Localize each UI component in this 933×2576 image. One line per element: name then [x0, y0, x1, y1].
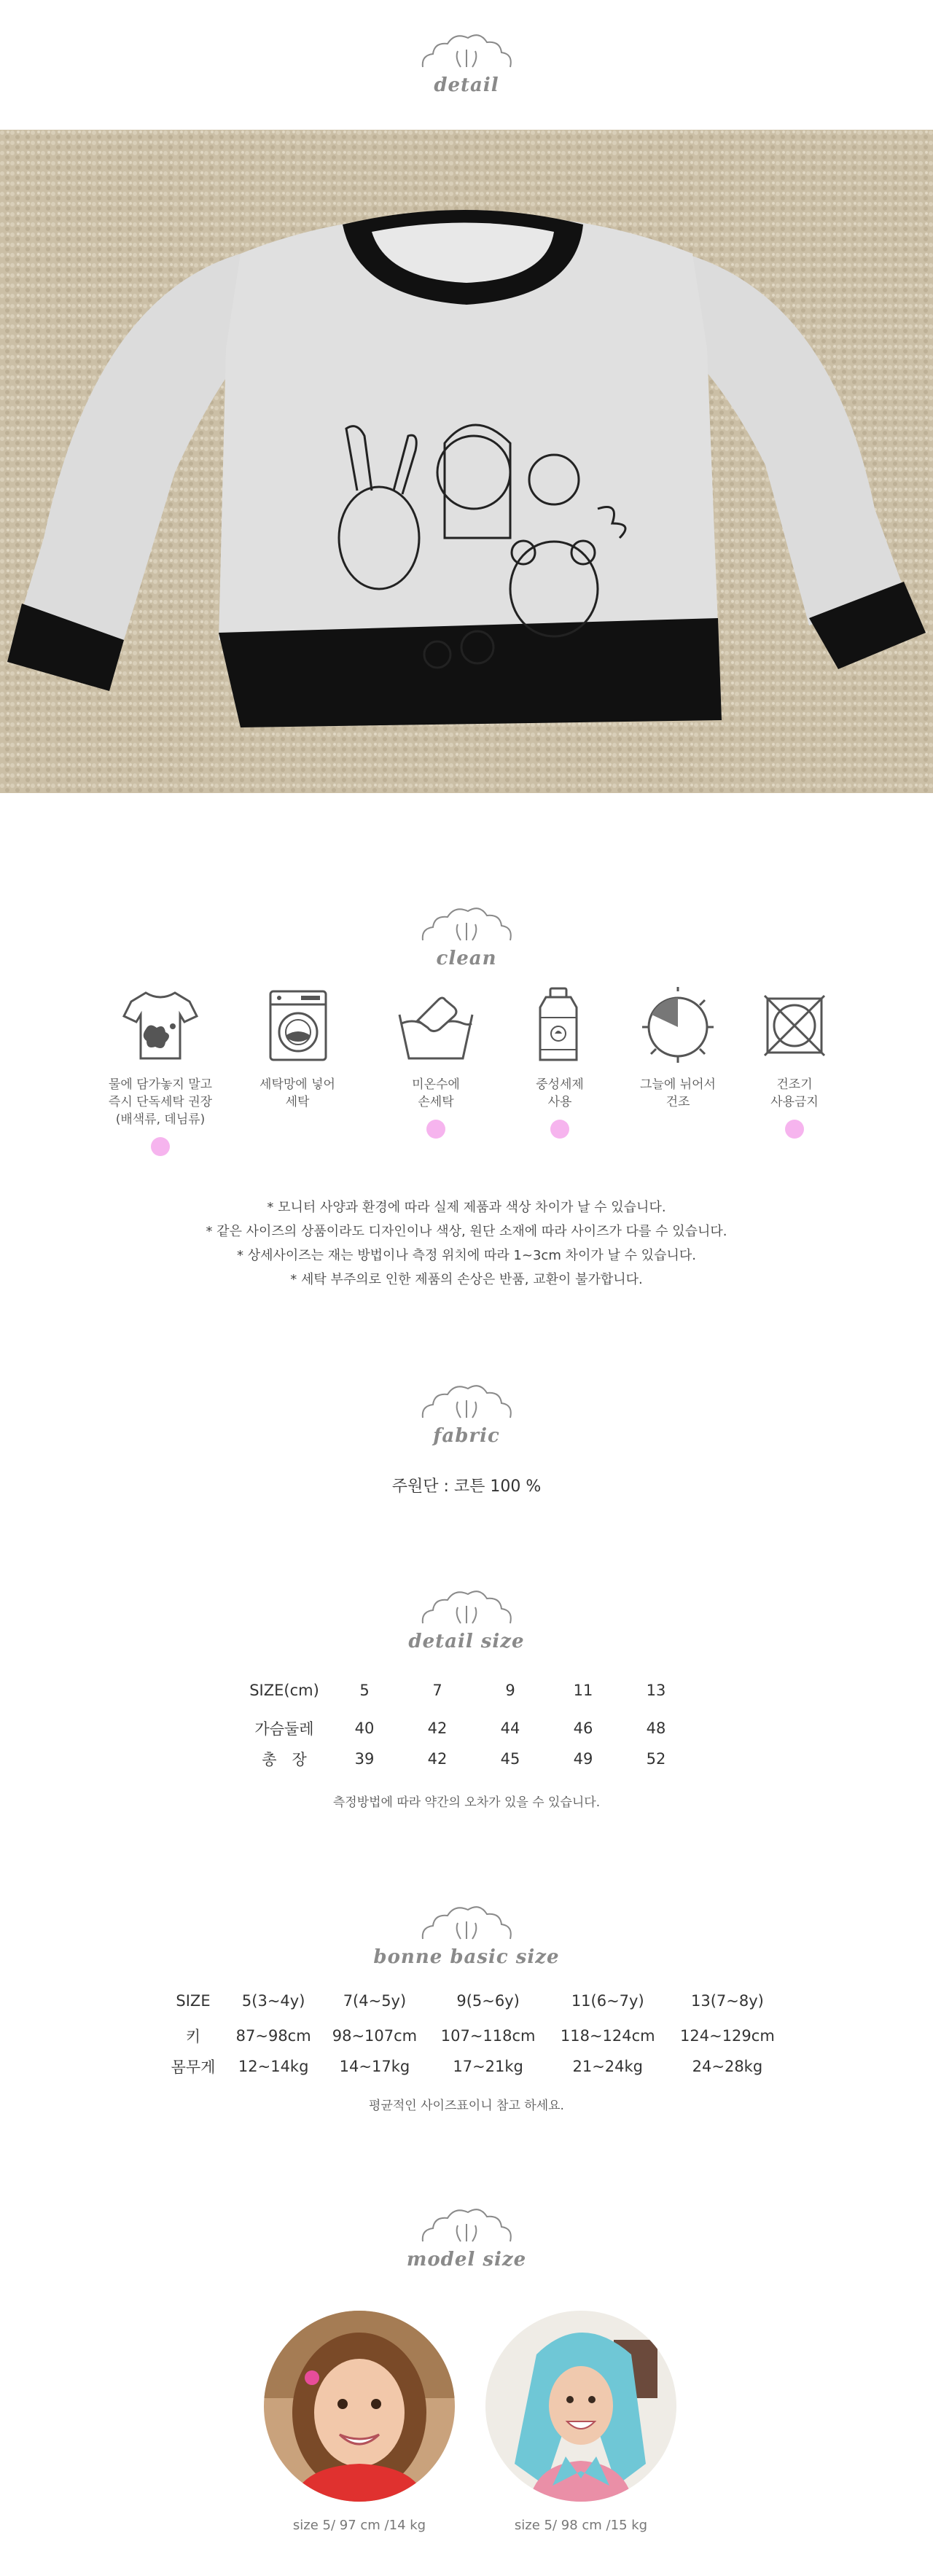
table-cell: 5: [359, 1682, 370, 1699]
section-header-detail-size: [0, 1585, 933, 1652]
care-item: [612, 985, 743, 1111]
table-cell: 21~24kg: [572, 2058, 644, 2075]
table-cell: 11(6~7y): [571, 1992, 644, 2010]
table-cell: 118~124cm: [560, 2027, 655, 2045]
table-cell: 52: [646, 1750, 666, 1768]
table-cell: 107~118cm: [440, 2027, 536, 2045]
no-tumble-dry-icon: [754, 985, 835, 1066]
basic-size-table: [160, 1986, 787, 2082]
section-title: detail: [434, 74, 499, 96]
cloud-ornament-icon: [415, 2204, 518, 2247]
model-caption: size 5/ 97 cm /14 kg: [292, 2518, 426, 2533]
fabric-composition: 주원단 : 코튼 100 %: [391, 1478, 542, 1496]
care-label: 물에 담가놓지 말고 즉시 단독세탁 권장 (배색류, 데님류): [108, 1077, 213, 1127]
table-cell: 가슴둘레: [254, 1720, 314, 1738]
care-item: [370, 985, 501, 1139]
care-item: [95, 985, 226, 1156]
cloud-ornament-icon: [415, 1585, 518, 1629]
note-line: * 같은 사이즈의 상품이라도 디자인이나 색상, 원단 소재에 따라 사이즈가 다를 수 있습니다.: [206, 1224, 727, 1239]
section-title: detail size: [408, 1631, 525, 1652]
table-cell: 5(3~4y): [241, 1992, 305, 2010]
section-header-detail: [0, 29, 933, 96]
table-cell: SIZE(cm): [249, 1682, 319, 1699]
table-cell: 42: [427, 1720, 448, 1737]
detergent-bottle-icon: [520, 985, 600, 1066]
average-size-note: 평균적인 사이즈표이니 참고 하세요.: [369, 2099, 564, 2113]
pink-dot: [785, 1120, 804, 1139]
table-cell: 40: [354, 1720, 375, 1737]
section-title: fabric: [433, 1425, 500, 1447]
table-row: [160, 2051, 787, 2082]
cloud-ornament-icon: [415, 1901, 518, 1945]
section-title: bonne basic size: [373, 1946, 560, 1968]
table-cell: 49: [573, 1750, 593, 1768]
care-label: 세탁망에 넣어 세탁: [259, 1077, 335, 1109]
note-line: * 모니터 사양과 환경에 따라 실제 제품과 색상 차이가 날 수 있습니다.: [267, 1200, 666, 1215]
care-item: [232, 985, 363, 1111]
table-cell: 46: [573, 1720, 593, 1737]
model-photo: [264, 2311, 455, 2502]
model-card: [483, 2311, 679, 2533]
table-cell: 14~17kg: [339, 2058, 410, 2075]
section-header-model-size: [0, 2204, 933, 2271]
product-notes: [0, 1195, 933, 1292]
care-item: [494, 985, 625, 1139]
table-cell: 13(7~8y): [690, 1992, 764, 2010]
table-cell: 7: [432, 1682, 442, 1699]
table-cell: 키: [185, 2028, 201, 2045]
pink-dot: [426, 1120, 445, 1139]
section-title: clean: [436, 948, 497, 969]
tshirt-stain-icon: [120, 985, 200, 1066]
model-photo: [485, 2311, 676, 2502]
table-cell: 24~28kg: [692, 2058, 763, 2075]
pink-dot: [151, 1137, 170, 1156]
section-header-clean: [0, 902, 933, 969]
section-title: model size: [406, 2249, 527, 2271]
table-cell: 11: [573, 1682, 593, 1699]
detail-size-table: [241, 1675, 692, 1774]
table-cell: 17~21kg: [453, 2058, 523, 2075]
table-cell: 45: [500, 1750, 520, 1768]
care-label: 건조기 사용금지: [770, 1077, 819, 1109]
table-cell: 총 장: [262, 1751, 307, 1768]
measure-note: 측정방법에 따라 약간의 오차가 있을 수 있습니다.: [332, 1795, 601, 1810]
pink-dot: [550, 1120, 569, 1139]
table-cell: 몸무게: [171, 2058, 216, 2076]
table-cell: 48: [646, 1720, 666, 1737]
care-item: [729, 985, 860, 1139]
section-header-basic-size: [0, 1901, 933, 1968]
care-label: 그늘에 뉘어서 건조: [640, 1077, 716, 1109]
hand-wash-icon: [396, 985, 476, 1066]
note-line: * 세탁 부주의로 인한 제품의 손상은 반품, 교환이 불가합니다.: [290, 1272, 643, 1287]
table-cell: 44: [500, 1720, 520, 1737]
table-cell: 42: [427, 1750, 448, 1768]
table-header-row: [160, 1986, 787, 2016]
table-cell: SIZE: [176, 1992, 211, 2010]
table-cell: 9: [505, 1682, 515, 1699]
table-cell: 7(4~5y): [343, 1992, 407, 2010]
table-cell: 9(5~6y): [456, 1992, 520, 2010]
cloud-ornament-icon: [415, 29, 518, 73]
care-label: 중성세제 사용: [536, 1077, 584, 1109]
table-cell: 124~129cm: [680, 2027, 775, 2045]
cloud-ornament-icon: [415, 1380, 518, 1424]
shade-dry-icon: [638, 985, 718, 1066]
model-card: [261, 2311, 458, 2533]
table-cell: 12~14kg: [238, 2058, 309, 2075]
table-row: [241, 1713, 692, 1744]
table-cell: 98~107cm: [332, 2027, 418, 2045]
table-cell: 13: [646, 1682, 666, 1699]
table-cell: 87~98cm: [235, 2027, 311, 2045]
table-row: [241, 1744, 692, 1774]
cloud-ornament-icon: [415, 902, 518, 946]
table-cell: 39: [354, 1750, 375, 1768]
model-caption: size 5/ 98 cm /15 kg: [514, 2518, 648, 2533]
note-line: * 상세사이즈는 재는 방법이나 측정 위치에 따라 1~3cm 차이가 날 수 있습니다.: [237, 1248, 696, 1263]
section-header-fabric: [0, 1380, 933, 1447]
product-photo: [0, 130, 933, 793]
washing-machine-icon: [257, 985, 337, 1066]
table-header-row: [241, 1675, 692, 1706]
table-row: [160, 2021, 787, 2051]
care-label: 미온수에 손세탁: [412, 1077, 460, 1109]
